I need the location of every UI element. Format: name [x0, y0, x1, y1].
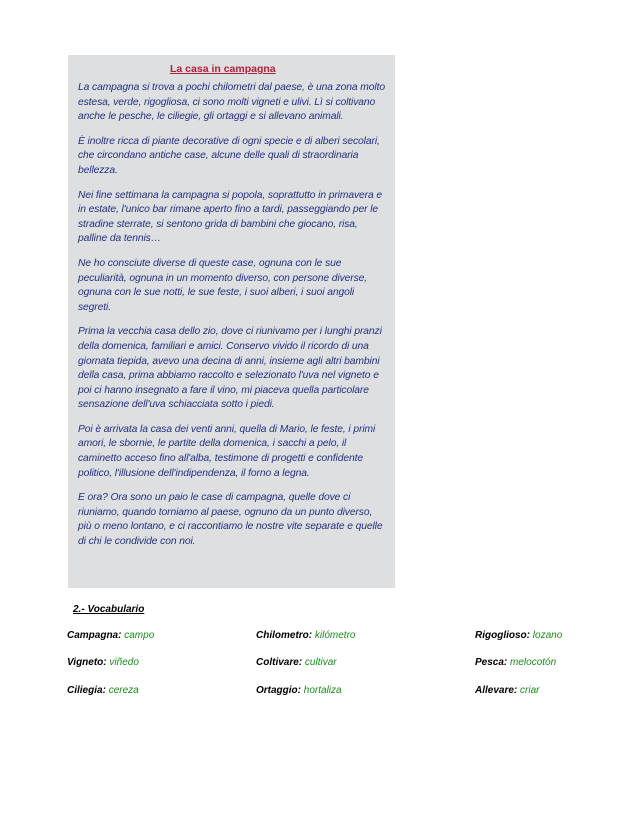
vocabulary-row [0, 685, 638, 699]
vocab-term: Pesca: [475, 657, 508, 668]
reading-paragraph-2: È inoltre ricca di piante decorative di ogni specie e di alberi secolari, che circondano antiche case, alcune delle quali di straordinaria bellezza. [78, 135, 380, 176]
vocab-term: Ciliegia: [67, 685, 106, 696]
vocab-entry [67, 685, 139, 696]
vocab-translation: melocotón [510, 657, 557, 668]
vocab-term: Chilometro: [256, 630, 313, 641]
reading-title: La casa in campagna [170, 63, 276, 75]
vocab-translation: criar [520, 685, 540, 696]
vocab-term: Coltivare: [256, 657, 303, 668]
vocabulary-heading: 2.- Vocabulario [73, 604, 145, 615]
vocab-entry [67, 630, 154, 641]
vocab-translation: kilómetro [314, 630, 356, 641]
vocab-entry [475, 657, 556, 668]
vocab-translation: cultivar [304, 657, 337, 668]
vocab-entry [67, 657, 139, 668]
vocab-entry [475, 685, 539, 696]
reading-paragraph-5: Prima la vecchia casa dello zio, dove ci riunivamo per i lunghi pranzi della domenica, familiari e amici. Conservo vivido il ricordo di una giornata tiepida, avevo una decina di anni, insieme agli altri bambini della casa, prima abbiamo raccolto e selezionato l'uva nel vigneto e poi ci hanno insegnato a fare il vino, mi piaceva quella particolare sensazione dell'uva schiacciata sotto i piedi. [78, 326, 382, 411]
reading-paragraph-1: La campagna si trova a pochi chilometri dal paese, è una zona molto estesa, verde, rigogliosa, ci sono molti vigneti e ulivi. Lì si coltivano anche le pesche, le ciliegie, gli ortaggi e si allevano animali. [78, 82, 385, 123]
vocab-term: Campagna: [67, 630, 122, 641]
vocab-entry [256, 630, 355, 641]
vocab-entry [475, 630, 562, 641]
reading-paragraph-4: Ne ho consciute diverse di queste case, ognuna con le sue peculiarità, ognuna in un momento diverso, con persone diverse, ognuna con le sue notti, le sue feste, i suoi alberi, i suoi angoli segreti. [78, 257, 368, 313]
vocab-translation: lozano [532, 630, 563, 641]
vocabulary-row [0, 630, 638, 644]
vocab-entry [256, 685, 342, 696]
vocab-translation: campo [124, 630, 155, 641]
vocab-translation: viñedo [109, 657, 139, 668]
vocab-term: Allevare: [475, 685, 518, 696]
reading-paragraph-3: Nei fine settimana la campagna si popola, soprattutto in primavera e in estate, l'unico bar rimane aperto fino a tardi, passeggiando per le stradine sterrate, si sentono grida di bambini che giocano, risa, palline da tennis… [78, 189, 382, 245]
vocab-entry [256, 657, 337, 668]
vocab-translation: cereza [108, 685, 139, 696]
vocab-term: Vigneto: [67, 657, 107, 668]
reading-scan-image [68, 55, 395, 588]
vocab-term: Rigoglioso: [475, 630, 530, 641]
reading-paragraph-6: Poi è arrivata la casa dei venti anni, quella di Mario, le feste, i primi amori, le sbornie, le partite della domenica, i sacchi a pelo, il caminetto acceso fino all'alba, testimone di progetti e confidente politico, l'illusione dell'indipendenza, il forno a legna. [78, 423, 376, 479]
vocab-translation: hortaliza [303, 685, 342, 696]
reading-paragraph-7: E ora? Ora sono un paio le case di campagna, quelle dove ci riuniamo, quando torniamo al paese, ognuno da un punto diverso, più o meno lontano, e ci raccontiamo le nostre vite separate e quelle di chi le condivide con noi. [78, 492, 383, 548]
vocab-term: Ortaggio: [256, 685, 301, 696]
vocabulary-row [0, 657, 638, 671]
